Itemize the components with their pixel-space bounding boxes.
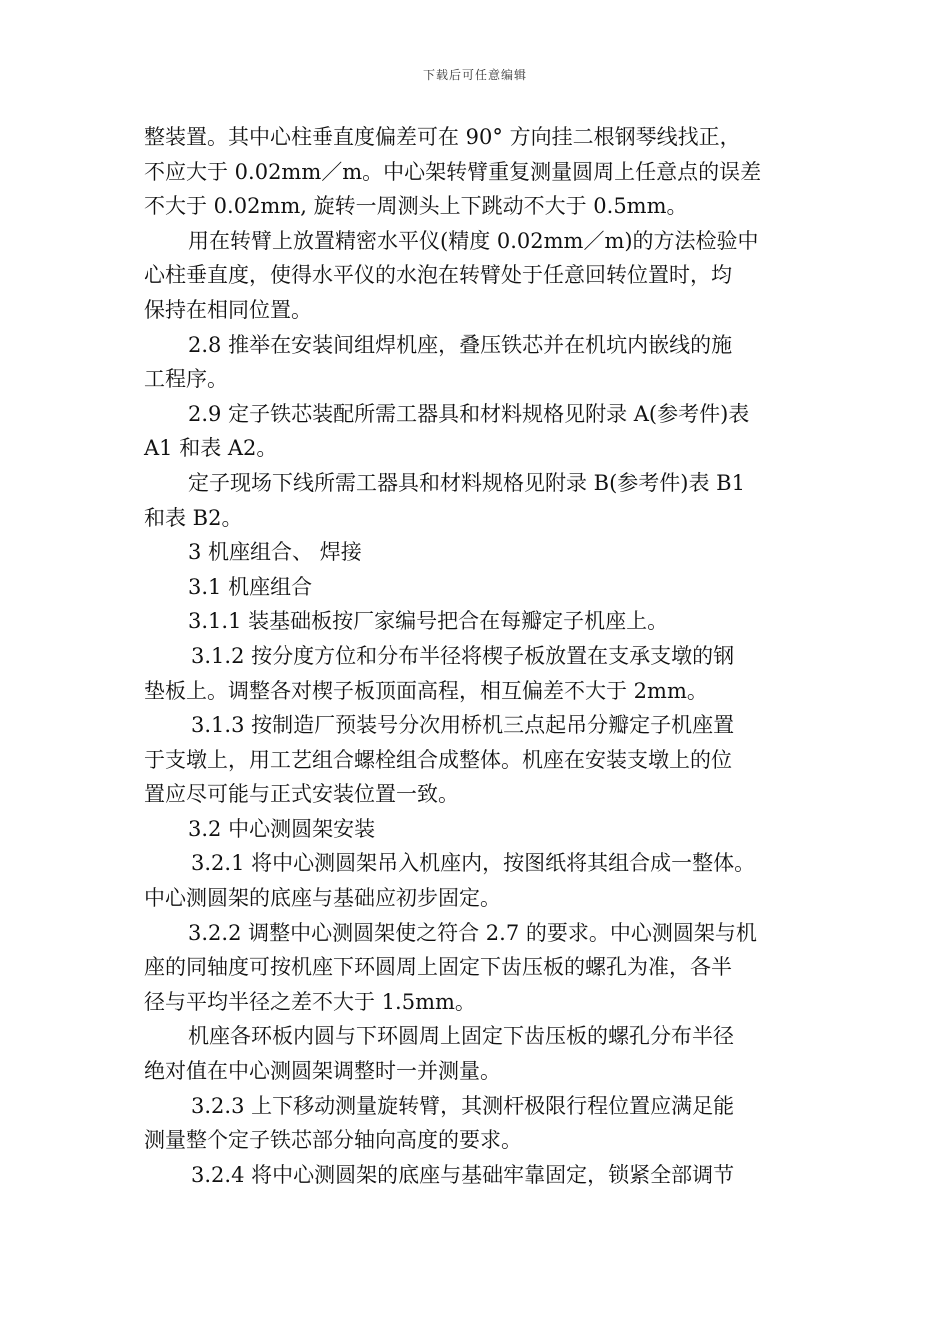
text-line: 保持在相同位置。 xyxy=(144,297,312,322)
text-line: 测量整个定子铁芯部分轴向高度的要求。 xyxy=(144,1128,522,1153)
text-line: 径与平均半径之差不大于 1.5mm。 xyxy=(144,989,476,1014)
text-line: 定子现场下线所需工器具和材料规格见附录 B(参考件)表 B1 xyxy=(188,470,745,495)
text-line: 3.1.1 装基础板按厂家编号把合在每瓣定子机座上。 xyxy=(188,609,669,634)
text-line: 垫板上。调整各对楔子板顶面高程，相互偏差不大于 2mm。 xyxy=(144,678,708,703)
text-line: 用在转臂上放置精密水平仪(精度 0.02mm／m)的方法检验中 xyxy=(188,228,759,253)
text-line: 和表 B2。 xyxy=(144,505,243,530)
text-line: 机座各环板内圆与下环圆周上固定下齿压板的螺孔分布半径 xyxy=(188,1024,734,1049)
text-line: 心柱垂直度，使得水平仪的水泡在转臂处于任意回转位置时，均 xyxy=(144,263,732,288)
text-line: 不大于 0.02mm, 旋转一周测头上下跳动不大于 0.5mm。 xyxy=(144,194,688,219)
text-line: 中心测圆架的底座与基础应初步固定。 xyxy=(144,886,501,911)
section-heading: 3.2 中心测圆架安装 xyxy=(188,816,376,841)
text-line: 绝对值在中心测圆架调整时一并测量。 xyxy=(144,1059,501,1084)
text-line: 座的同轴度可按机座下环圆周上固定下齿压板的螺孔为准，各半 xyxy=(144,955,732,980)
text-line: 3.1.3 按制造厂预装号分次用桥机三点起吊分瓣定子机座置 xyxy=(191,713,735,738)
text-line: 3.2.3 上下移动测量旋转臂，其测杆极限行程位置应满足能 xyxy=(191,1093,735,1118)
text-line: 整装置。其中心柱垂直度偏差可在 90° 方向挂二根钢琴线找正， xyxy=(144,125,741,149)
section-heading: 3 机座组合、 焊接 xyxy=(188,540,362,565)
section-heading: 3.1 机座组合 xyxy=(188,574,313,599)
page-header-note: 下载后可任意编辑 xyxy=(422,68,527,82)
text-line: 3.2.1 将中心测圆架吊入机座内，按图纸将其组合成一整体。 xyxy=(191,851,756,876)
text-line: 工程序。 xyxy=(144,367,228,392)
text-line: 3.2.2 调整中心测圆架使之符合 2.7 的要求。中心测圆架与机 xyxy=(188,920,757,945)
text-line: 于支墩上，用工艺组合螺栓组合成整体。机座在安装支墩上的位 xyxy=(144,747,732,772)
text-line: 置应尽可能与正式安装位置一致。 xyxy=(144,782,459,807)
text-line: 不应大于 0.02mm／m。中心架转臂重复测量圆周上任意点的误差 xyxy=(144,159,762,184)
text-line: 3.1.2 按分度方位和分布半径将楔子板放置在支承支墩的钢 xyxy=(191,643,735,668)
text-line: 2.8 推举在安装间组焊机座，叠压铁芯并在机坑内嵌线的施 xyxy=(188,332,733,357)
document-body xyxy=(144,120,820,1192)
text-line: 2.9 定子铁芯装配所需工器具和材料规格见附录 A(参考件)表 xyxy=(188,401,750,426)
text-line: 3.2.4 将中心测圆架的底座与基础牢靠固定，锁紧全部调节 xyxy=(191,1162,735,1187)
text-line: A1 和表 A2。 xyxy=(144,436,278,461)
